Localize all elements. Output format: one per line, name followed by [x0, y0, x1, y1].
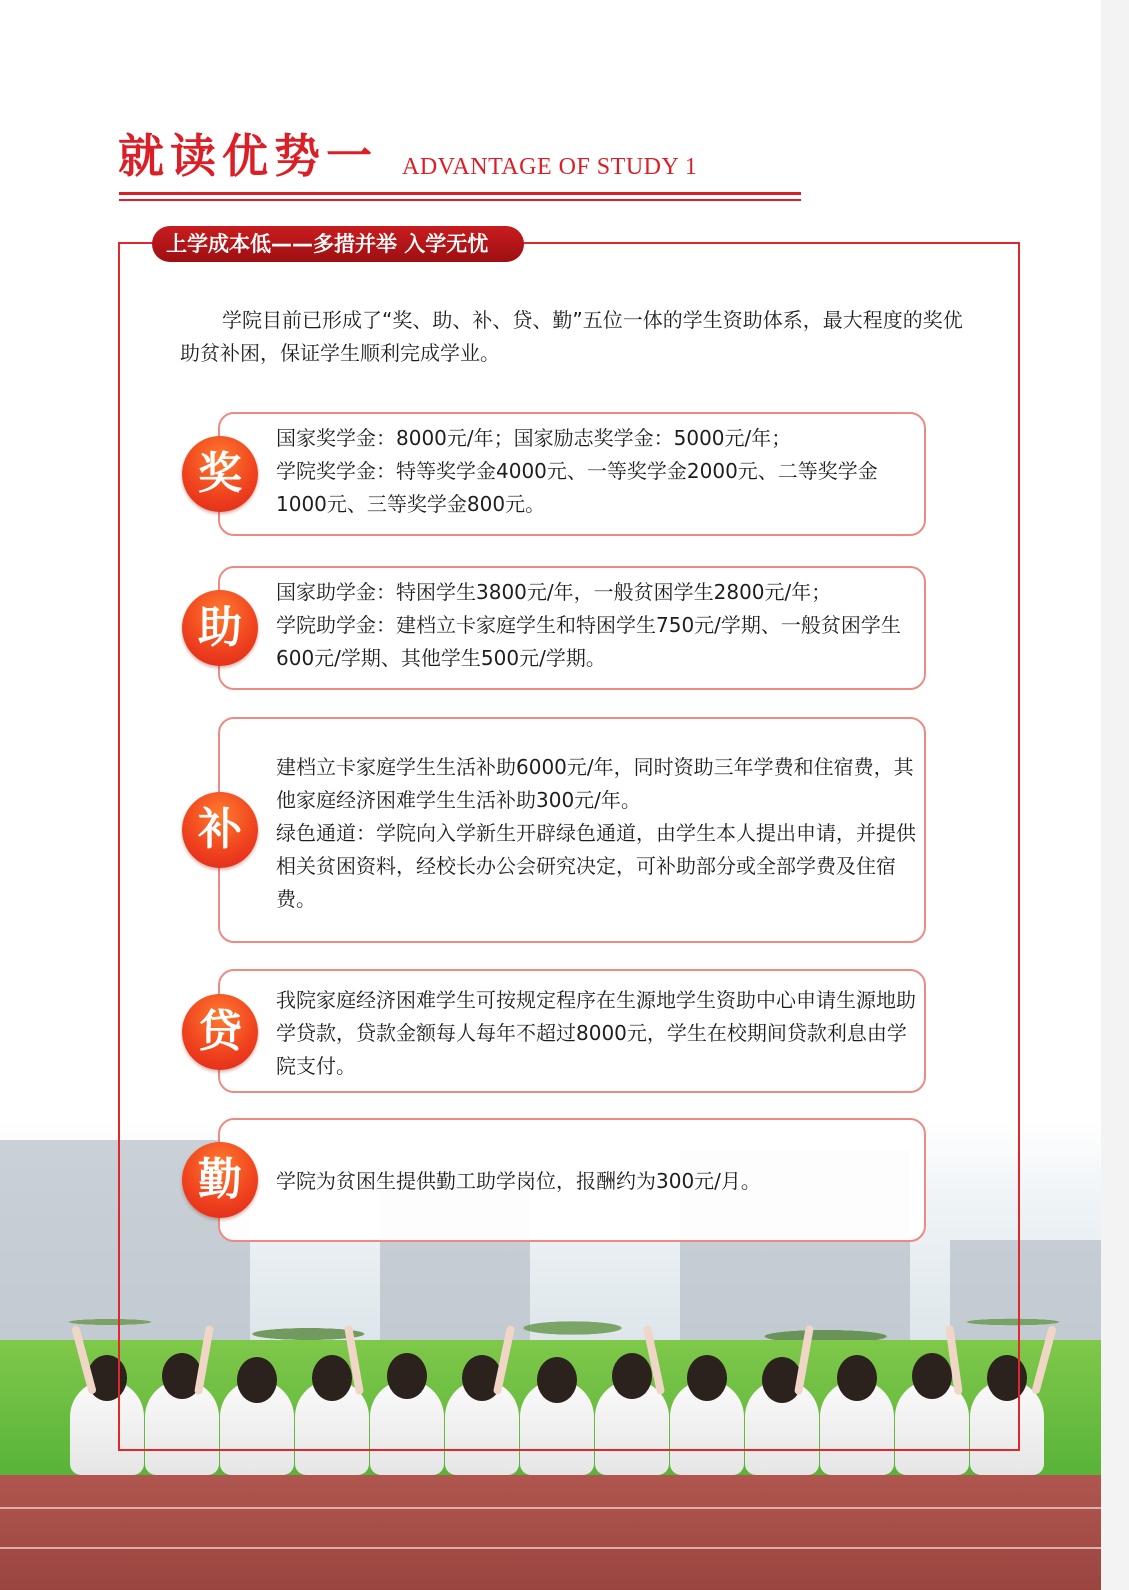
card-text — [276, 576, 916, 675]
badge-scholarship-icon: 奖 — [182, 436, 258, 512]
page-title-english: ADVANTAGE OF STUDY 1 — [402, 154, 698, 180]
card-line: 绿色通道：学院向入学新生开辟绿色通道，由学生本人提出申请，并提供相关贫困资料，经校长办公会研究决定，可补助部分或全部学费及住宿费。 — [276, 821, 916, 911]
card-text — [276, 984, 916, 1083]
card-line: 学院助学金：建档立卡家庭学生和特困学生750元/学期、一般贫困学生600元/学期、其他学生500元/学期。 — [276, 613, 901, 670]
card-line: 建档立卡家庭学生生活补助6000元/年，同时资助三年学费和住宿费，其他家庭经济困难学生生活补助300元/年。 — [276, 755, 914, 812]
card-line: 学院奖学金：特等奖学金4000元、一等奖学金2000元、二等奖学金1000元、三等奖学金800元。 — [276, 459, 878, 516]
card-text — [276, 422, 916, 521]
section-tag: 上学成本低——多措并举 入学无忧 — [152, 226, 524, 262]
card-line: 学院为贫困生提供勤工助学岗位，报酬约为300元/月。 — [276, 1169, 761, 1193]
page-edge — [1101, 0, 1129, 1590]
aid-card-grant — [218, 566, 926, 690]
aid-card-subsidy — [218, 717, 926, 943]
card-text — [276, 751, 916, 916]
aid-card-workstudy — [218, 1118, 926, 1242]
intro-paragraph: 学院目前已形成了“奖、助、补、贷、勤”五位一体的学生资助体系，最大程度的奖优助贫补困，保证学生顺利完成学业。 — [180, 308, 963, 365]
card-line: 国家助学金：特困学生3800元/年，一般贫困学生2800元/年； — [276, 580, 832, 604]
title-underline-thin — [119, 199, 801, 201]
badge-loan-icon: 贷 — [182, 994, 258, 1070]
aid-card-scholarship — [218, 412, 926, 536]
card-line: 国家奖学金：8000元/年；国家励志奖学金：5000元/年； — [276, 426, 792, 450]
page-title: 就读优势一 — [118, 129, 378, 183]
aid-card-loan — [218, 969, 926, 1093]
card-line: 我院家庭经济困难学生可按规定程序在生源地学生资助中心申请生源地助学贷款，贷款金额每人每年不超过8000元，学生在校期间贷款利息由学院支付。 — [276, 988, 916, 1078]
badge-subsidy-icon: 补 — [182, 792, 258, 868]
badge-grant-icon: 助 — [182, 590, 258, 666]
card-text — [276, 1165, 916, 1198]
title-underline — [119, 192, 801, 195]
badge-workstudy-icon: 勤 — [182, 1142, 258, 1218]
